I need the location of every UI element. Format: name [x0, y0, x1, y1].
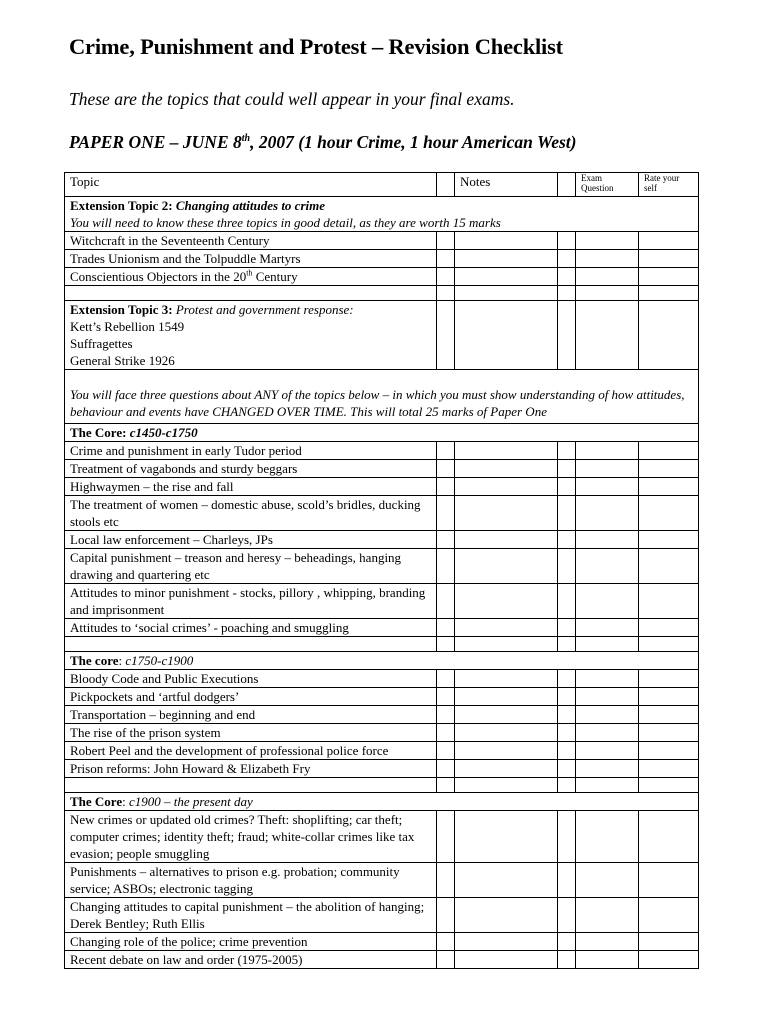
- table-row: [65, 268, 699, 286]
- table-row: [65, 951, 699, 969]
- topic-cell: Punishments – alternatives to prison e.g. probation; community service; ASBOs; electronic tagging: [65, 863, 437, 898]
- notes-cell[interactable]: [455, 688, 558, 706]
- rate-cell[interactable]: [639, 811, 699, 863]
- exam-cell[interactable]: [576, 619, 639, 637]
- revision-checklist-table: [64, 172, 699, 969]
- ext3-topic: General Strike 1926: [70, 353, 175, 368]
- topic-cell: Changing attitudes to capital punishment – the abolition of hanging; Derek Bentley; Ruth Ellis: [65, 898, 437, 933]
- topic-cell: The rise of the prison system: [65, 724, 437, 742]
- notes-cell[interactable]: [455, 898, 558, 933]
- topic-cell: Pickpockets and ‘artful dodgers’: [65, 688, 437, 706]
- table-row: [65, 232, 699, 250]
- exam-cell[interactable]: [576, 724, 639, 742]
- table-row: [65, 898, 699, 933]
- ext2-label: Extension Topic 2:: [70, 198, 173, 213]
- notes-cell[interactable]: [455, 706, 558, 724]
- topic-cell: New crimes or updated old crimes? Theft: shoplifting; car theft; computer crimes; identity theft; fraud; white-collar crimes like tax evasion; people smuggling: [65, 811, 437, 863]
- topic-cell: Prison reforms: John Howard & Elizabeth Fry: [65, 760, 437, 778]
- exam-cell[interactable]: [576, 863, 639, 898]
- exam-cell[interactable]: [576, 584, 639, 619]
- ext3-topic: Kett’s Rebellion 1549: [70, 319, 185, 334]
- paper-heading-sup: th: [241, 133, 251, 145]
- notes-cell[interactable]: [455, 268, 558, 286]
- table-row: [65, 670, 699, 688]
- page-subtitle: These are the topics that could well appear in your final exams.: [69, 89, 515, 109]
- table-row: [65, 584, 699, 619]
- notes-cell[interactable]: [455, 549, 558, 584]
- instructions-row: [65, 370, 699, 424]
- ext3-label: Extension Topic 3:: [70, 302, 173, 317]
- notes-cell[interactable]: [455, 584, 558, 619]
- topic-cell: The treatment of women – domestic abuse, scold’s bridles, ducking stools etc: [65, 496, 437, 531]
- rate-cell[interactable]: [639, 706, 699, 724]
- section-header-ext2: [65, 197, 699, 232]
- col-header-notes: Notes: [455, 173, 558, 197]
- spacer-row: [65, 637, 699, 652]
- notes-cell[interactable]: [455, 301, 558, 370]
- topic-cell: Conscientious Objectors in the 20th Century: [65, 268, 437, 286]
- rate-cell[interactable]: [639, 250, 699, 268]
- col-header-rate: Rate your self: [639, 173, 699, 197]
- section-header-core2: The core: c1750-c1900: [65, 652, 699, 670]
- notes-cell[interactable]: [455, 442, 558, 460]
- section-header-core1: [65, 424, 699, 442]
- rate-cell[interactable]: [639, 898, 699, 933]
- rate-cell[interactable]: [639, 863, 699, 898]
- exam-cell[interactable]: [576, 951, 639, 969]
- notes-cell[interactable]: [455, 863, 558, 898]
- col-header-exam: Exam Question: [576, 173, 639, 197]
- table-row: [65, 496, 699, 531]
- exam-cell[interactable]: [576, 250, 639, 268]
- exam-cell[interactable]: [576, 706, 639, 724]
- topic-cell: Witchcraft in the Seventeenth Century: [65, 232, 437, 250]
- core2-period: c1750-c1900: [125, 653, 194, 668]
- notes-cell[interactable]: [455, 742, 558, 760]
- rate-cell[interactable]: [639, 584, 699, 619]
- notes-cell[interactable]: [455, 724, 558, 742]
- notes-cell[interactable]: [455, 232, 558, 250]
- notes-cell[interactable]: [455, 496, 558, 531]
- core1-label: The Core:: [70, 425, 127, 440]
- table-row: [65, 688, 699, 706]
- ext3-topic: Suffragettes: [70, 336, 133, 351]
- table-row: [65, 706, 699, 724]
- table-row: [65, 863, 699, 898]
- exam-cell[interactable]: [576, 811, 639, 863]
- table-row: [65, 811, 699, 863]
- section-header-core3: The Core: c1900 – the present day: [65, 793, 699, 811]
- rate-cell[interactable]: [639, 933, 699, 951]
- rate-cell[interactable]: [639, 760, 699, 778]
- notes-cell[interactable]: [455, 250, 558, 268]
- paper-heading-prefix: PAPER ONE – JUNE 8: [69, 132, 242, 152]
- table-row: [65, 460, 699, 478]
- ext2-note: You will need to know these three topics in good detail, as they are worth 15 marks: [70, 215, 501, 230]
- topic-cell: Crime and punishment in early Tudor period: [65, 442, 437, 460]
- rate-cell[interactable]: [639, 724, 699, 742]
- exam-cell[interactable]: [576, 898, 639, 933]
- rate-cell[interactable]: [639, 951, 699, 969]
- table-row: [65, 250, 699, 268]
- rate-cell[interactable]: [639, 232, 699, 250]
- notes-cell[interactable]: [455, 670, 558, 688]
- core3-period: c1900 – the present day: [129, 794, 253, 809]
- exam-cell[interactable]: [576, 742, 639, 760]
- exam-cell[interactable]: [576, 933, 639, 951]
- rate-cell[interactable]: [639, 531, 699, 549]
- exam-cell[interactable]: [576, 301, 639, 370]
- section-ext3: [65, 301, 699, 370]
- ext3-title: Protest and government response:: [175, 302, 354, 317]
- rate-cell[interactable]: [639, 670, 699, 688]
- topic-cell: Bloody Code and Public Executions: [65, 670, 437, 688]
- table-row: [65, 724, 699, 742]
- exam-cell[interactable]: [576, 760, 639, 778]
- exam-cell[interactable]: [576, 460, 639, 478]
- exam-cell[interactable]: [576, 478, 639, 496]
- notes-cell[interactable]: [455, 811, 558, 863]
- table-row: [65, 619, 699, 637]
- topic-cell: Changing role of the police; crime prevention: [65, 933, 437, 951]
- notes-cell[interactable]: [455, 531, 558, 549]
- notes-cell[interactable]: [455, 951, 558, 969]
- table-row: [65, 549, 699, 584]
- table-row: [65, 531, 699, 549]
- exam-cell[interactable]: [576, 268, 639, 286]
- table-row: [65, 760, 699, 778]
- exam-cell[interactable]: [576, 496, 639, 531]
- notes-cell[interactable]: [455, 619, 558, 637]
- rate-cell[interactable]: [639, 460, 699, 478]
- ext2-title: Changing attitudes to crime: [175, 198, 326, 213]
- topic-cell: Transportation – beginning and end: [65, 706, 437, 724]
- table-row: [65, 442, 699, 460]
- rate-cell[interactable]: [639, 301, 699, 370]
- rate-cell[interactable]: [639, 478, 699, 496]
- paper-heading: [69, 132, 576, 153]
- table-row: [65, 933, 699, 951]
- core3-label: The Core: [70, 794, 123, 809]
- spacer-row: [65, 286, 699, 301]
- notes-cell[interactable]: [455, 460, 558, 478]
- rate-cell[interactable]: [639, 442, 699, 460]
- exam-cell[interactable]: [576, 670, 639, 688]
- exam-cell[interactable]: [576, 688, 639, 706]
- notes-cell[interactable]: [455, 760, 558, 778]
- rate-cell[interactable]: [639, 549, 699, 584]
- topic-cell: Highwaymen – the rise and fall: [65, 478, 437, 496]
- topic-cell: Treatment of vagabonds and sturdy beggars: [65, 460, 437, 478]
- topic-cell: Robert Peel and the development of professional police force: [65, 742, 437, 760]
- exam-cell[interactable]: [576, 531, 639, 549]
- rate-cell[interactable]: [639, 619, 699, 637]
- topic-cell: Capital punishment – treason and heresy – beheadings, hanging drawing and quartering etc: [65, 549, 437, 584]
- spacer-row: [65, 778, 699, 793]
- notes-cell[interactable]: [455, 478, 558, 496]
- instructions-text: You will face three questions about ANY of the topics below – in which you must show understanding of how attitudes, behaviour and events have CHANGED OVER TIME. This will total 25 marks of Paper One: [65, 370, 699, 424]
- page-title: Crime, Punishment and Protest – Revision Checklist: [69, 34, 563, 59]
- exam-cell[interactable]: [576, 232, 639, 250]
- exam-cell[interactable]: [576, 549, 639, 584]
- rate-cell[interactable]: [639, 268, 699, 286]
- core1-period: c1450-c1750: [129, 425, 198, 440]
- core2-label: The core: [70, 653, 119, 668]
- table-row: [65, 742, 699, 760]
- rate-cell[interactable]: [639, 688, 699, 706]
- topic-cell: Recent debate on law and order (1975-2005): [65, 951, 437, 969]
- topic-cell: Trades Unionism and the Tolpuddle Martyrs: [65, 250, 437, 268]
- topic-cell: Local law enforcement – Charleys, JPs: [65, 531, 437, 549]
- col-header-topic: Topic: [65, 173, 437, 197]
- rate-cell[interactable]: [639, 742, 699, 760]
- header-row: [65, 173, 699, 197]
- topic-cell: Attitudes to minor punishment - stocks, pillory , whipping, branding and imprisonment: [65, 584, 437, 619]
- rate-cell[interactable]: [639, 496, 699, 531]
- table-row: [65, 478, 699, 496]
- notes-cell[interactable]: [455, 933, 558, 951]
- topic-cell: Attitudes to ‘social crimes’ - poaching and smuggling: [65, 619, 437, 637]
- paper-heading-suffix: , 2007 (1 hour Crime, 1 hour American West): [250, 132, 577, 152]
- exam-cell[interactable]: [576, 442, 639, 460]
